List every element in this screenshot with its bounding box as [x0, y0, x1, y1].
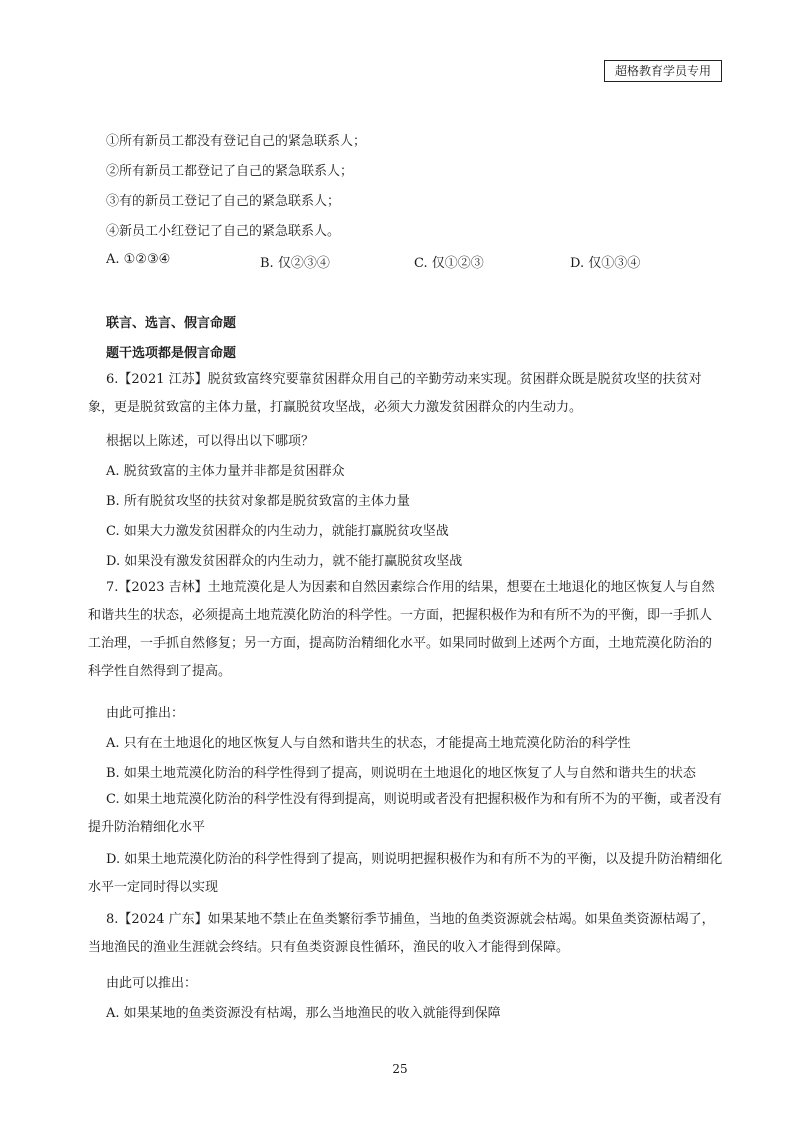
user-stamp: 超格教育学员专用 — [604, 60, 722, 82]
q7-stem: 7.【2023 吉林】土地荒漠化是人为因素和自然因素综合作用的结果，想要在土地退化的地区恢复人与自然和谐共生的状态，必须提高土地荒漠化防治的科学性。一方面，把握积极作为和有所不为的平衡，即一手抓人工治理，一手抓自然修复；另一方面，提高防治精细化水平。如果同时做到上述两个方面，土地荒漠化防治的科学性自然得到了提高。 — [88, 580, 715, 679]
q6-ask: 根据以上陈述，可以得出以下哪项？ — [106, 434, 315, 449]
statement-2: ②所有新员工都登记了自己的紧急联系人； — [106, 164, 354, 179]
q7-option-c: C. 如果土地荒漠化防治的科学性没有得到提高，则说明或者没有把握积极作为和有所不为的平衡，或者没有提升防治精细化水平 — [88, 792, 722, 835]
q8-option-a: A. 如果某地的鱼类资源没有枯竭，那么当地渔民的收入就能得到保障 — [106, 1006, 501, 1021]
prev-option-a: A. ①②③④ — [106, 252, 171, 267]
section-title: 联言、选言、假言命题 — [106, 316, 237, 331]
q7-option-a: A. 只有在土地退化的地区恢复人与自然和谐共生的状态，才能提高土地荒漠化防治的科学性 — [106, 736, 631, 751]
q6-option-a: A. 脱贫致富的主体力量并非都是贫困群众 — [106, 464, 345, 479]
q7-option-d: D. 如果土地荒漠化防治的科学性得到了提高，则说明把握积极作为和有所不为的平衡，以及提升防治精细化水平一定同时得以实现 — [88, 852, 723, 895]
q8-stem: 8.【2024 广东】如果某地不禁止在鱼类繁衍季节捕鱼，当地的鱼类资源就会枯竭。如果鱼类资源枯竭了，当地渔民的渔业生涯就会终结。只有鱼类资源良性循环，渔民的收入才能得到保障。 — [88, 912, 715, 955]
q6-option-b: B. 所有脱贫攻坚的扶贫对象都是脱贫致富的主体力量 — [106, 494, 410, 509]
page-number: 25 — [392, 1062, 408, 1076]
prev-option-b: B. 仅②③④ — [260, 256, 330, 271]
statement-1: ①所有新员工都没有登记自己的紧急联系人； — [106, 134, 367, 149]
section-subtitle: 题干选项都是假言命题 — [106, 346, 237, 361]
prev-option-c: C. 仅①②③ — [414, 256, 484, 271]
prev-option-d: D. 仅①③④ — [570, 256, 641, 271]
q6-option-d: D. 如果没有激发贫困群众的内生动力，就不能打赢脱贫攻坚战 — [106, 554, 463, 569]
q7-ask: 由此可推出： — [106, 706, 185, 721]
q8-ask: 由此可以推出： — [106, 976, 198, 991]
q6-stem: 6.【2021 江苏】脱贫致富终究要靠贫困群众用自己的辛勤劳动来实现。贫困群众既是脱贫攻坚的扶贫对象，更是脱贫致富的主体力量，打赢脱贫攻坚战，必须大力激发贫困群众的内生动力。 — [88, 372, 702, 415]
statement-3: ③有的新员工登记了自己的紧急联系人； — [106, 194, 341, 209]
q6-option-c: C. 如果大力激发贫困群众的内生动力，就能打赢脱贫攻坚战 — [106, 524, 449, 539]
q7-option-b: B. 如果土地荒漠化防治的科学性得到了提高，则说明在土地退化的地区恢复了人与自然和谐共生的状态 — [106, 766, 696, 781]
statement-4: ④新员工小红登记了自己的紧急联系人。 — [106, 224, 341, 239]
